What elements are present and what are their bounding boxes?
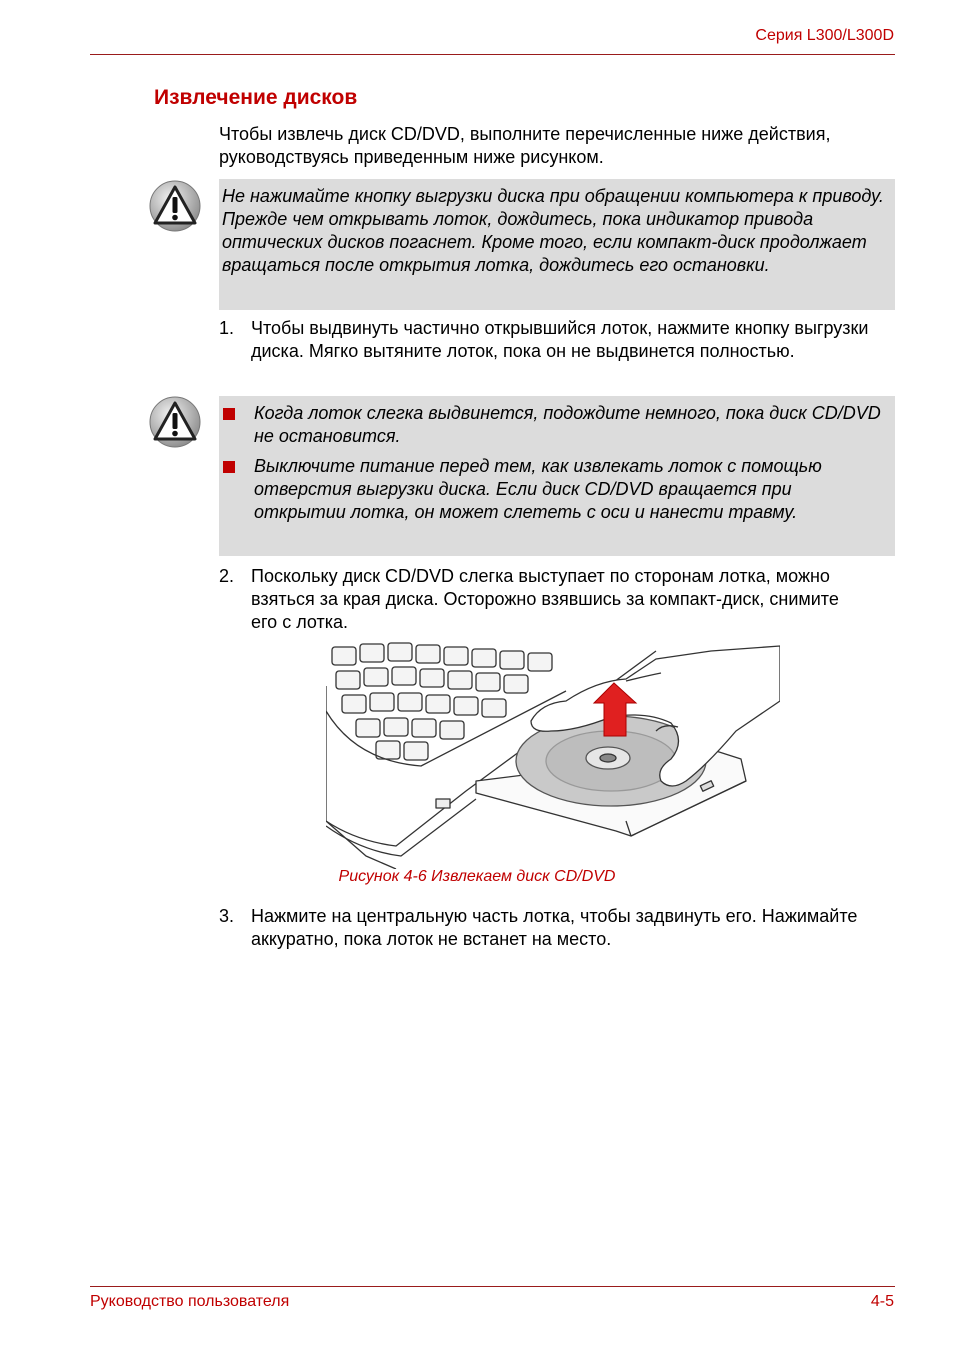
warning-note-text: Не нажимайте кнопку выгрузки диска при обращении компьютера к приводу. Прежде чем открывать лоток, дождитесь, пока индикатор привода оптических дисков погаснет. Кроме того, если компакт-диск продолжает вращаться после открытия лотка, дождитесь его остановки. — [222, 186, 884, 275]
step-number: 1. — [219, 318, 235, 338]
warning-note-list — [219, 396, 895, 556]
warning-triangle-icon — [149, 180, 201, 232]
bullet-square-icon — [223, 461, 235, 473]
warning-bullet-text: Когда лоток слегка выдвинется, подождите немного, пока диск CD/DVD не остановится. — [254, 403, 881, 446]
disc-removal-illustration — [326, 641, 780, 869]
footer-manual-title: Руководство пользователя — [90, 1293, 290, 1310]
warning-bullet — [219, 402, 887, 448]
warning-triangle-icon — [149, 396, 201, 448]
figure-caption: Рисунок 4-6 Извлекаем диск CD/DVD — [338, 868, 616, 885]
step-2 — [219, 565, 869, 634]
footer-divider — [90, 1286, 895, 1287]
step-text: Поскольку диск CD/DVD слегка выступает по сторонам лотка, можно взяться за края диска. Осторожно взявшись за компакт-диск, снимите его с лотка. — [251, 566, 839, 632]
step-number: 3. — [219, 906, 235, 926]
running-header: Серия L300/L300D — [755, 27, 894, 44]
intro-paragraph: Чтобы извлечь диск CD/DVD, выполните перечисленные ниже действия, руководствуясь приведенным ниже рисунком. — [219, 124, 831, 167]
warning-bullet-text: Выключите питание перед тем, как извлекать лоток с помощью отверстия выгрузки диска. Если диск CD/DVD вращается при открытии лотка, он может слететь с оси и нанести травму. — [254, 456, 822, 522]
step-text: Чтобы выдвинуть частично открывшийся лоток, нажмите кнопку выгрузки диска. Мягко вытяните лоток, пока он не выдвинется полностью. — [251, 318, 869, 361]
bullet-square-icon — [223, 408, 235, 420]
step-3 — [219, 905, 869, 951]
warning-note — [219, 179, 895, 310]
step-1 — [219, 317, 869, 363]
warning-bullet — [219, 455, 887, 524]
section-title: Извлечение дисков — [154, 86, 358, 109]
step-number: 2. — [219, 566, 235, 586]
step-text: Нажмите на центральную часть лотка, чтобы задвинуть его. Нажимайте аккуратно, пока лоток не встанет на место. — [251, 906, 858, 949]
header-divider — [90, 54, 895, 55]
footer-page-number: 4-5 — [870, 1293, 894, 1310]
